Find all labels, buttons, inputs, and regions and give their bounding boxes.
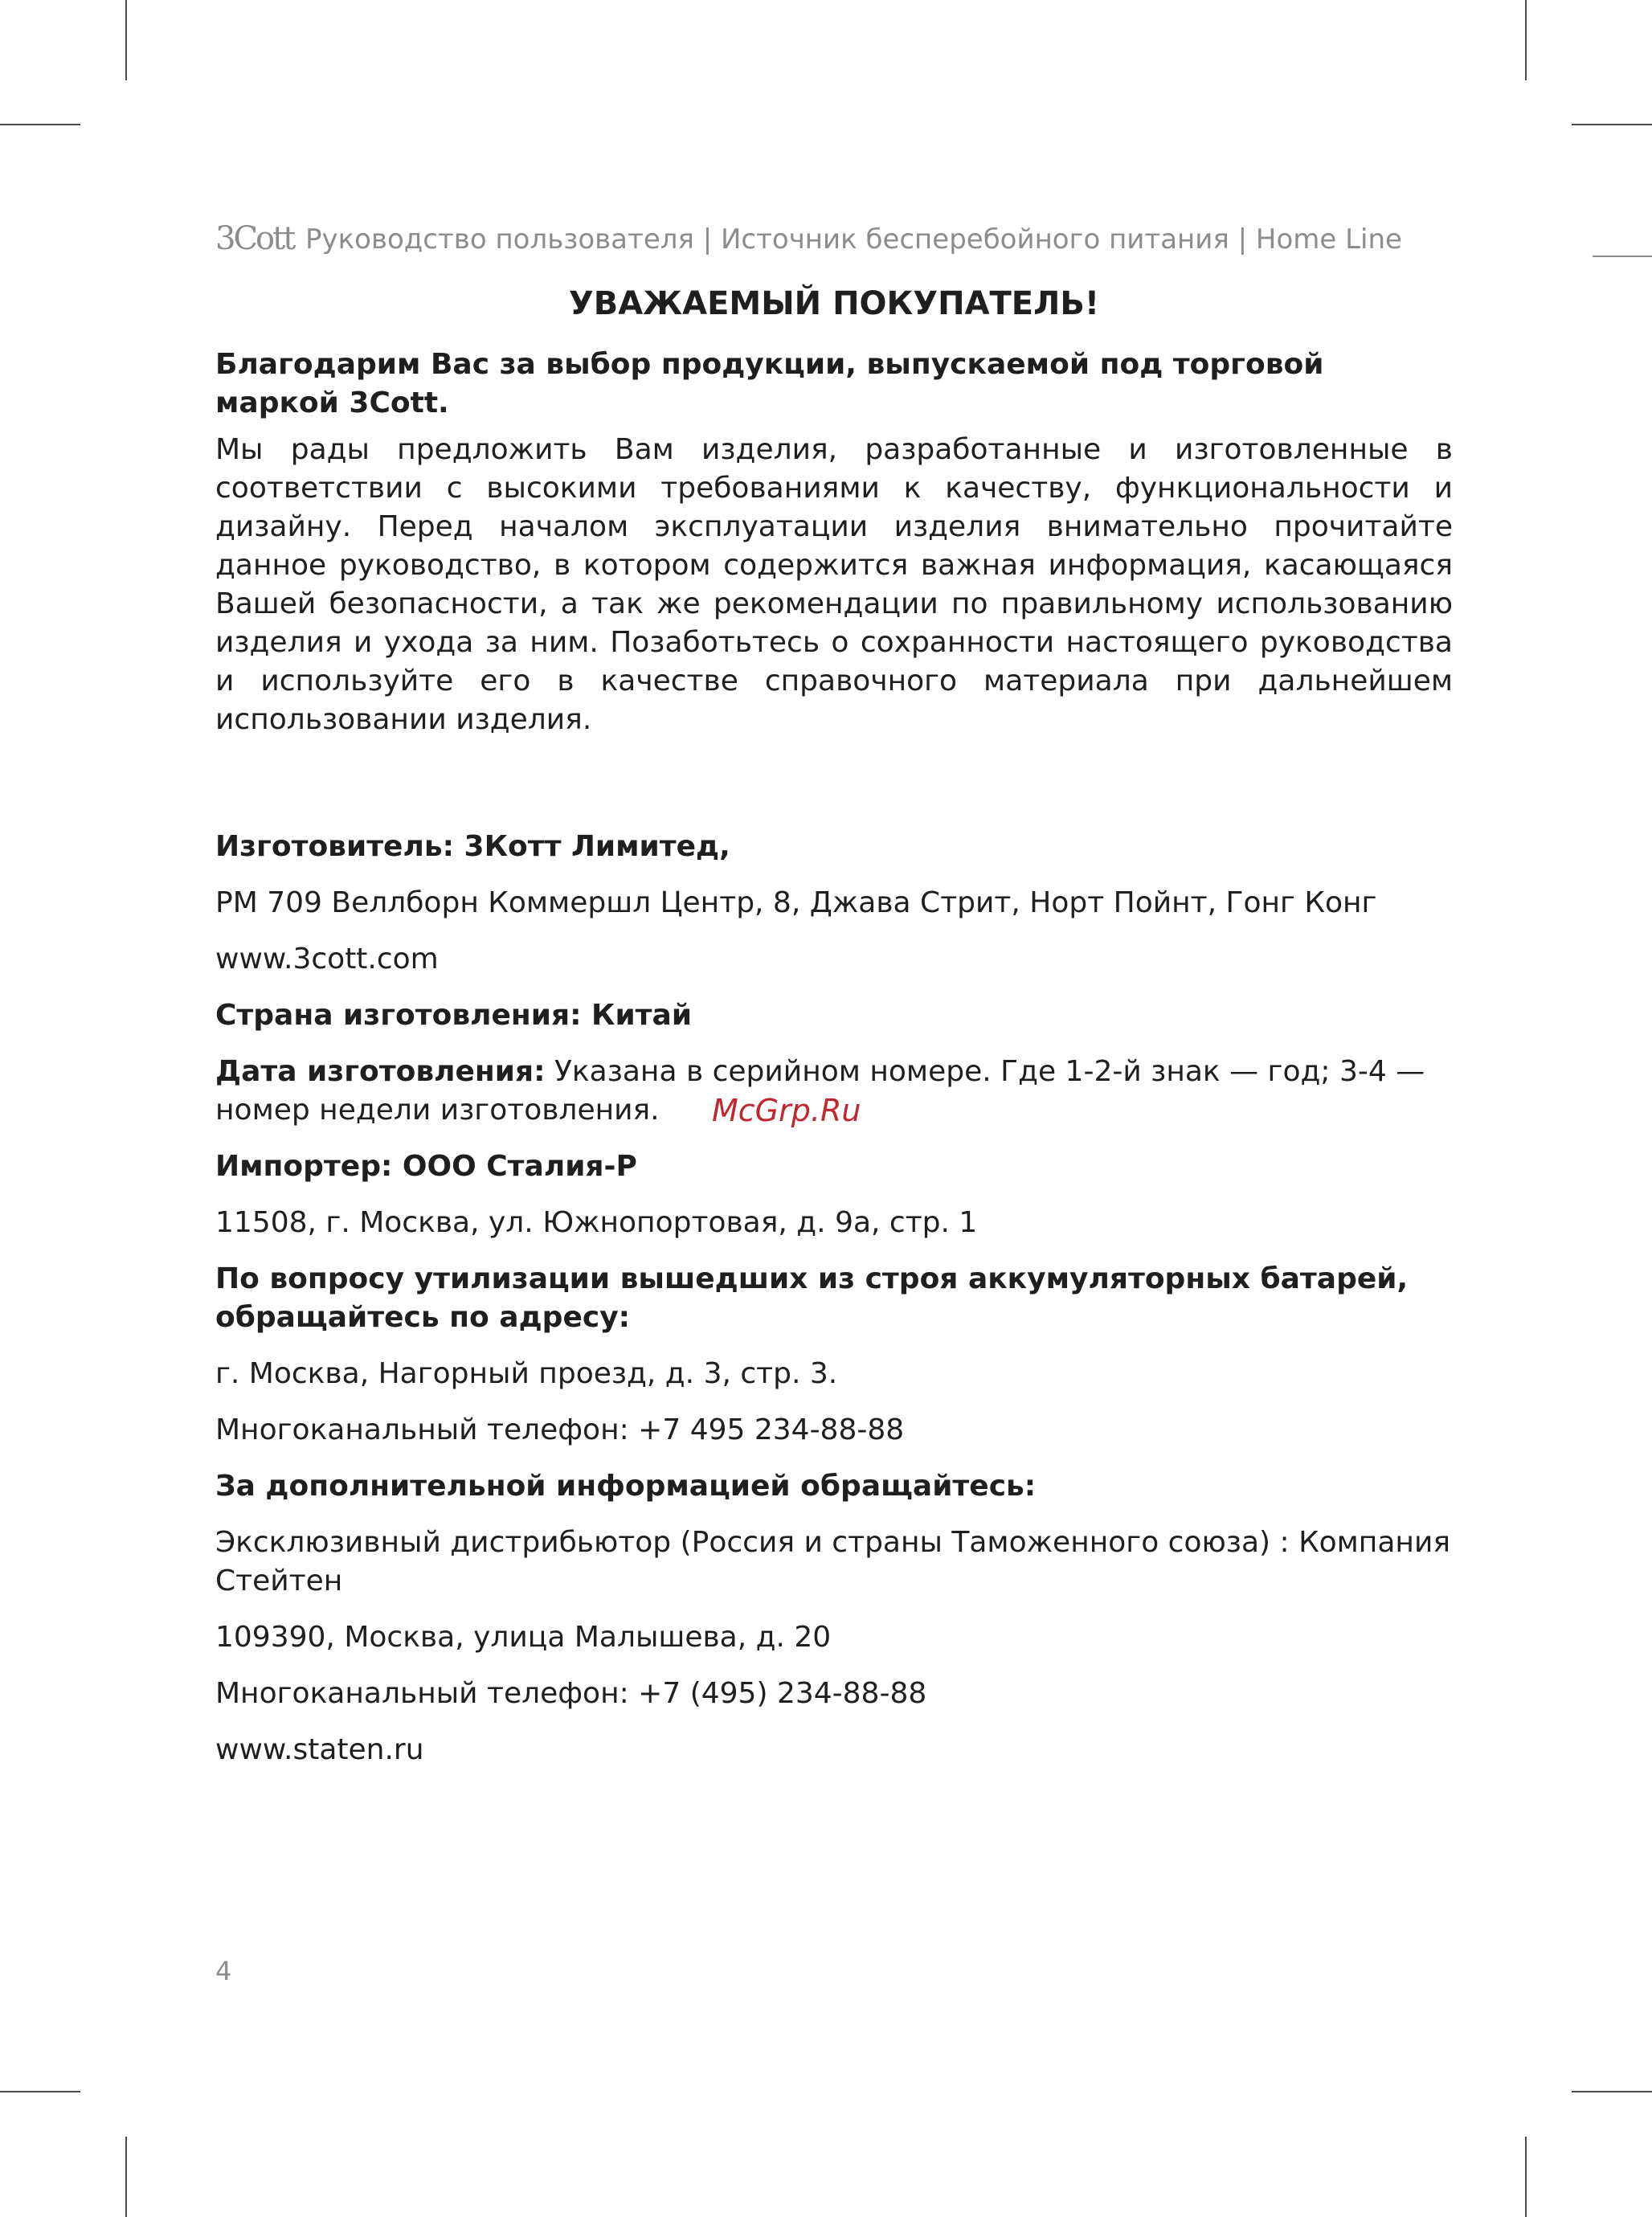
page-content: [215, 280, 1453, 1769]
recycling-label: По вопросу утилизации вышедших из строя аккумуляторных батарей, обращайтесь по адресу:: [215, 1262, 1409, 1334]
crop-mark: [1572, 124, 1652, 125]
page-number: 4: [215, 1956, 232, 1986]
importer-label: Импортер: ООО Сталия-Р: [215, 1150, 637, 1183]
crop-mark: [0, 2091, 80, 2092]
info-label: За дополнительной информацией обращайтесь:: [215, 1470, 1037, 1503]
page-title: УВАЖАЕМЫЙ ПОКУПАТЕЛЬ!: [568, 285, 1100, 322]
date-label: Дата изготовления:: [215, 1055, 546, 1088]
manufacturer-address: РМ 709 Веллборн Коммершл Центр, 8, Джава Стрит, Норт Пойнт, Гонг Конг: [215, 886, 1377, 919]
intro-paragraph: Мы рады предложить Вам изделия, разработанные и изготовленные в соответствии с высокими требованиями к качеству, функциональности и дизайну. Перед началом эксплуатации изделия внимательно прочитайте данное руководство, в котором содержится важная информация, касающаяся Вашей безопасности, а так же рекомендации по правильному использованию изделия и ухода за ним. Позаботьтесь о сохранности настоящего руководства и используйте его в качестве справочного материала при дальнейшем использовании изделия.: [215, 433, 1453, 736]
header-rule: [1593, 256, 1652, 257]
distributor-website: www.staten.ru: [215, 1733, 424, 1766]
watermark-text: McGrp.Ru: [712, 1093, 861, 1128]
manufacturer-website: www.3cott.com: [215, 943, 439, 976]
distributor-phone: Многоканальный телефон: +7 (495) 234-88-88: [215, 1677, 927, 1710]
country-text: Страна изготовления: Китай: [215, 999, 693, 1032]
date-text: Указана в серийном номере. Где 1-2-й знак — год; 3-4 — номер недели изготовления.: [215, 1055, 1425, 1127]
manufacturer-label: Изготовитель: 3Котт Лимитед,: [215, 830, 730, 863]
importer-address: 11508, г. Москва, ул. Южнопортовая, д. 9а, стр. 1: [215, 1206, 978, 1239]
distributor-text: Эксклюзивный дистрибьютор (Россия и страны Таможенного союза) : Компания Стейтен: [215, 1526, 1450, 1597]
distributor-address: 109390, Москва, улица Малышева, д. 20: [215, 1621, 832, 1654]
crop-mark: [0, 124, 80, 125]
crop-mark: [1572, 2091, 1652, 2092]
thanks-text: Благодарим Вас за выбор продукции, выпускаемой под торговой маркой 3Cott.: [215, 348, 1324, 419]
page-header: [215, 217, 1525, 260]
crop-mark: [125, 2137, 127, 2217]
header-text: Руководство пользователя | Источник бесперебойного питания | Home Line: [305, 223, 1402, 256]
brand-logo: 3Cott: [215, 220, 294, 257]
recycling-phone: Многоканальный телефон: +7 495 234-88-88: [215, 1413, 905, 1446]
crop-mark: [125, 0, 127, 80]
crop-mark: [1525, 2137, 1527, 2217]
crop-mark: [1525, 0, 1527, 80]
recycling-address: г. Москва, Нагорный проезд, д. 3, стр. 3.: [215, 1357, 838, 1390]
